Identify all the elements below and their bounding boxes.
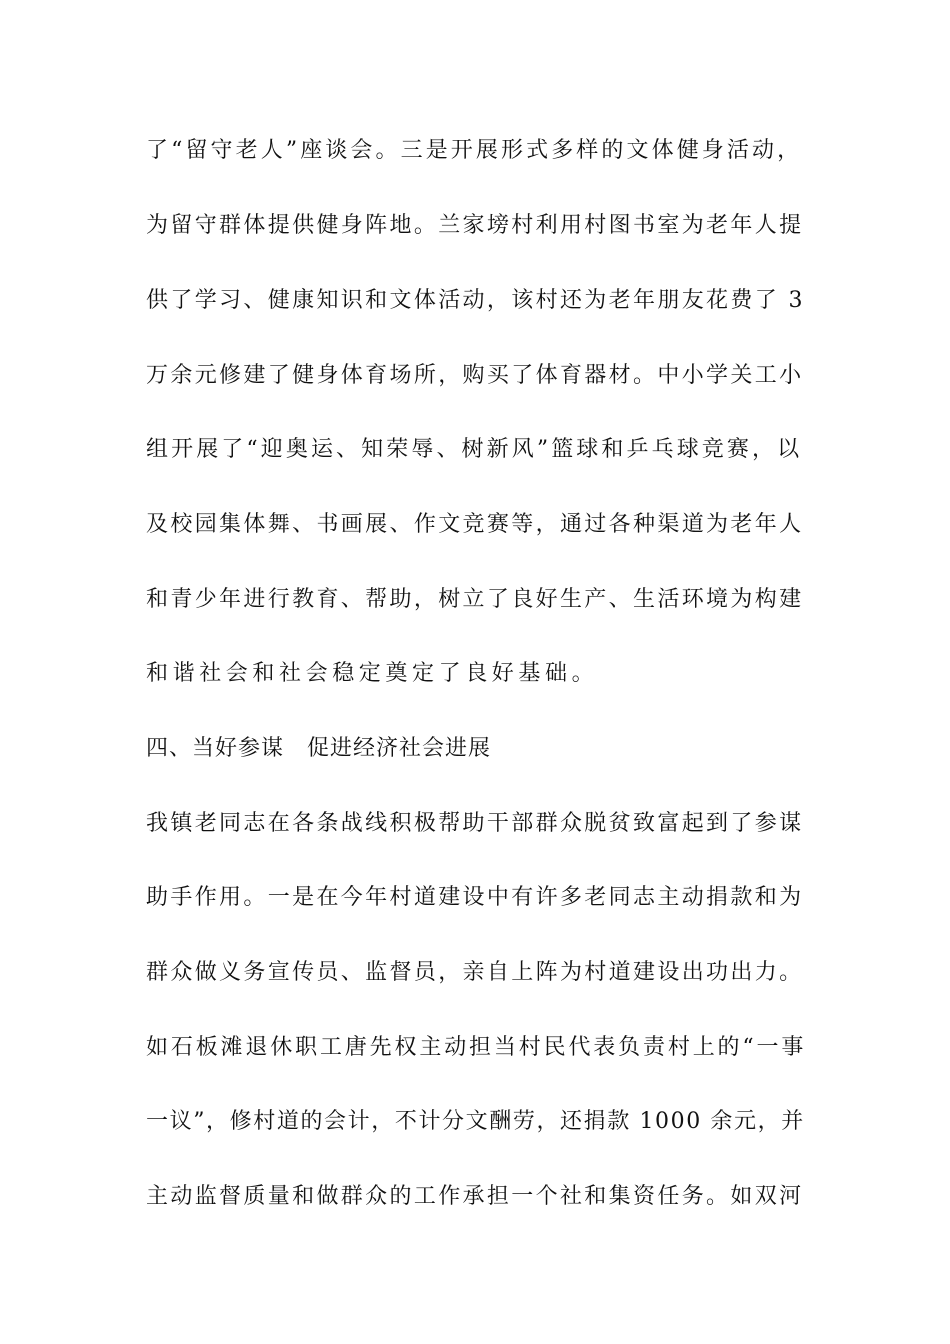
paragraph-line: 群众做义务宣传员、监督员，亲自上阵为村道建设出功出力。 [146,960,804,985]
paragraph-line: 及校园集体舞、书画展、作文竞赛等，通过各种渠道为老年人 [146,512,804,537]
paragraph-line: 供了学习、健康知识和文体活动，该村还为老年朋友花费了 3 [146,288,805,313]
paragraph-line: 万余元修建了健身体育场所，购买了体育器材。中小学关工小 [146,363,804,388]
paragraph-line: 和青少年进行教育、帮助，树立了良好生产、生活环境为构建 [146,587,804,612]
paragraph-line: 组开展了“迎奥运、知荣辱、树新风”篮球和乒乓球竞赛，以 [146,437,803,462]
paragraph-line: 我镇老同志在各条战线积极帮助干部群众脱贫致富起到了参谋 [146,811,804,836]
paragraph-line: 如石板滩退休职工唐先权主动担当村民代表负责村上的“一事 [146,1035,807,1060]
paragraph-line: 为留守群体提供健身阵地。兰家塝村利用村图书室为老年人提 [146,213,804,238]
paragraph-line: 主动监督质量和做群众的工作承担一个社和集资任务。如双河 [146,1184,804,1209]
paragraph-line: 和谐社会和社会稳定奠定了良好基础。 [146,661,599,686]
section-heading: 四、当好参谋 促进经济社会进展 [146,736,492,761]
paragraph-line: 助手作用。一是在今年村道建设中有许多老同志主动捐款和为 [146,885,804,910]
paragraph-line: 一议”，修村道的会计，不计分文酬劳，还捐款 1000 余元，并 [146,1109,805,1134]
paragraph-line: 了“留守老人”座谈会。三是开展形式多样的文体健身活动， [146,138,803,163]
